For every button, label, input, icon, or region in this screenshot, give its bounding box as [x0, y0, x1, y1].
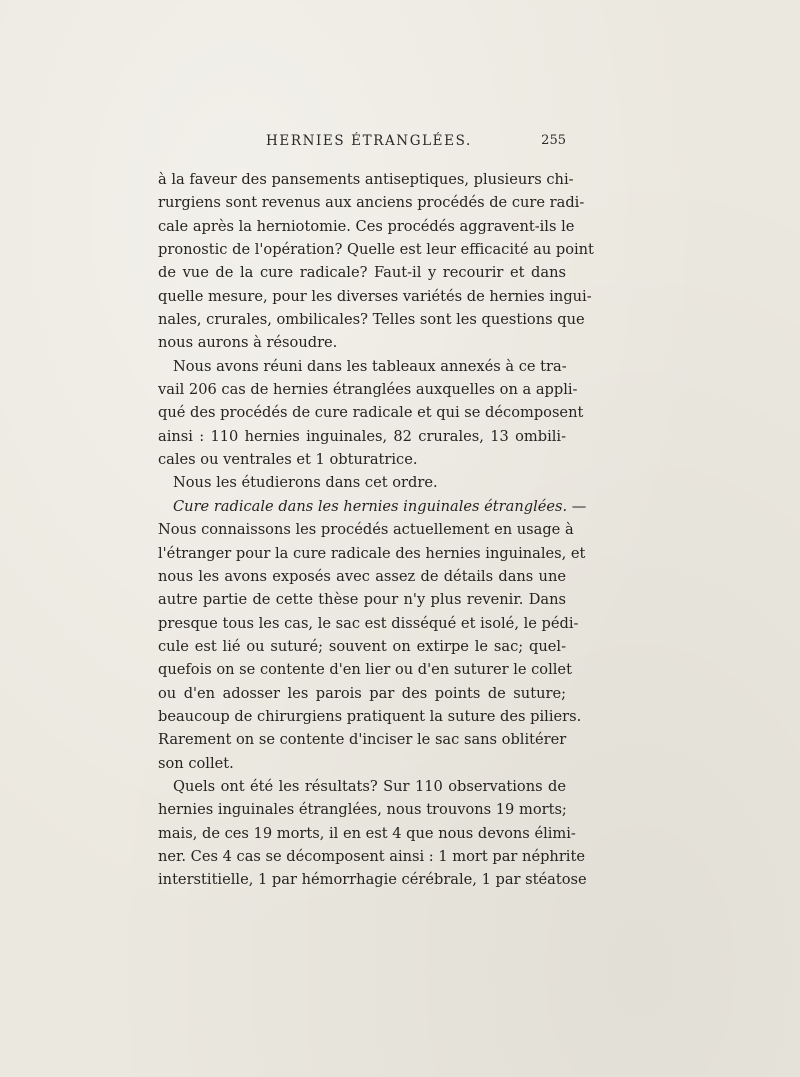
text-line: à la faveur des pansements antiseptiques, plusieurs chi- — [158, 171, 574, 188]
text-line: son collet. — [158, 754, 234, 772]
text-line: l'étranger pour la cure radicale des hernies inguinales, et — [158, 544, 586, 562]
text-line: interstitielle, 1 par hémorrhagie cérébrale, 1 par stéatose — [158, 871, 587, 889]
text-line: pronostic de l'opération? Quelle est leur efficacité au point — [158, 241, 594, 259]
text-line: cale après la herniotomie. Ces procédés aggravent-ils le — [158, 217, 575, 235]
text-line: quelle mesure, pour les diverses variétés de hernies ingui- — [158, 287, 592, 305]
running-title: HERNIES ÉTRANGLÉES. — [266, 133, 472, 149]
section-heading-dash: — — [567, 497, 587, 515]
text-line: qué des procédés de cure radicale et qui se décomposent — [158, 404, 584, 422]
body-text — [158, 168, 594, 892]
running-header — [158, 133, 566, 157]
text-line: nous les avons exposés avec assez de détails dans une — [158, 567, 566, 585]
text-line: nales, crurales, ombilicales? Telles sont les questions que — [158, 311, 585, 329]
text-line: hernies inguinales étranglées, nous trouvons 19 morts; — [158, 801, 567, 819]
text-line: presque tous les cas, le sac est disséqué et isolé, le pédi- — [158, 614, 579, 632]
section-heading: Cure radicale dans les hernies inguinales étranglées. — [173, 497, 568, 515]
text-line: mais, de ces 19 morts, il en est 4 que nous devons élimi- — [158, 824, 576, 842]
text-line: ner. Ces 4 cas se décomposent ainsi : 1 mort par néphrite — [158, 847, 585, 865]
text-line: cales ou ventrales et 1 obturatrice. — [158, 451, 418, 469]
text-line: nous aurons à résoudre. — [158, 334, 338, 352]
text-line: Rarement on se contente d'inciser le sac sans oblitérer — [158, 731, 567, 749]
text-line: Nous connaissons les procédés actuellement en usage à — [158, 521, 574, 539]
text-line: autre partie de cette thèse pour n'y plus revenir. Dans — [158, 591, 566, 609]
text-line: rurgiens sont revenus aux anciens procédés de cure radi- — [158, 194, 585, 212]
text-line: Nous avons réuni dans les tableaux annexés à ce tra- — [173, 357, 567, 375]
text-line: beaucoup de chirurgiens pratiquent la suture des piliers. — [158, 707, 582, 725]
page-number: 255 — [541, 133, 566, 148]
text-line: cule est lié ou suturé; souvent on extirpe le sac; quel- — [158, 637, 566, 655]
text-line: de vue de la cure radicale? Faut-il y recourir et dans — [158, 264, 566, 282]
text-line: vail 206 cas de hernies étranglées auxquelles on a appli- — [158, 381, 578, 399]
text-line: ainsi : 110 hernies inguinales, 82 crurales, 13 ombili- — [158, 427, 566, 445]
text-line: Quels ont été les résultats? Sur 110 observations de — [173, 777, 566, 795]
text-line: Nous les étudierons dans cet ordre. — [173, 474, 438, 492]
text-line: ou d'en adosser les parois par des points de suture; — [158, 684, 566, 702]
text-line: quefois on se contente d'en lier ou d'en suturer le collet — [158, 661, 572, 679]
section-heading-line — [158, 495, 587, 518]
